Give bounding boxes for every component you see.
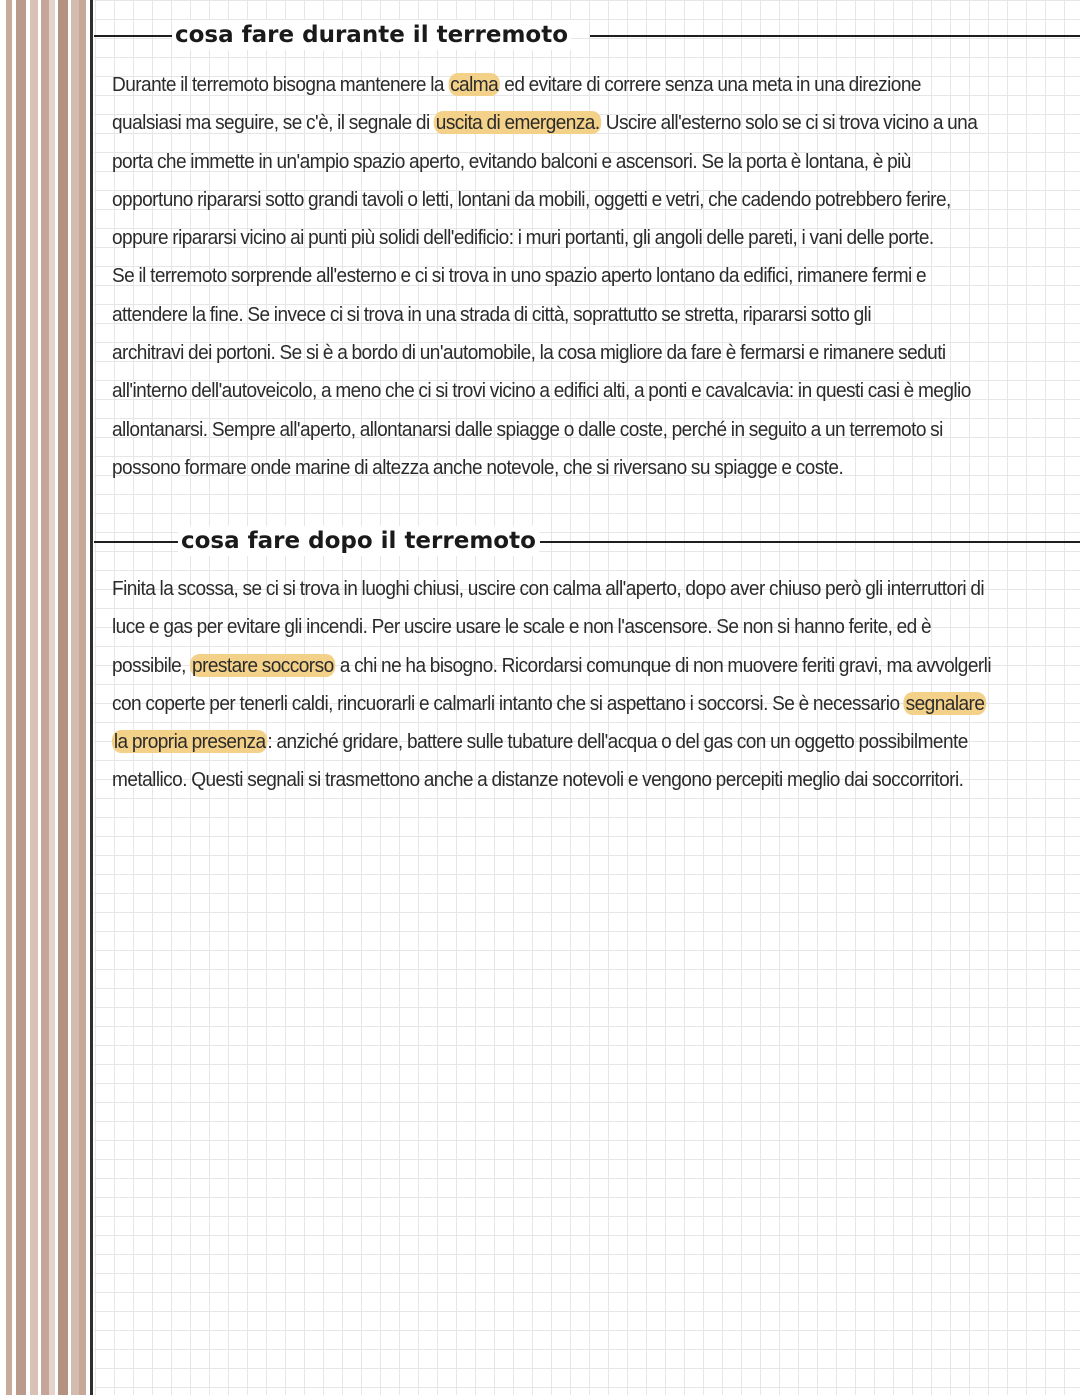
section-heading-after (94, 526, 1080, 556)
text-line: opportuno ripararsi sotto grandi tavoli o letti, lontani da mobili, oggetti e vetri, che cadendo potrebbero ferire, (112, 187, 951, 211)
text-line: Finita la scossa, se ci si trova in luoghi chiusi, uscire con calma all'aperto, dopo aver chiuso però gli interruttori di (112, 577, 985, 600)
paragraph-during (112, 66, 996, 487)
heading-title: cosa fare dopo il terremoto (178, 526, 539, 556)
text-line: luce e gas per evitare gli incendi. Per uscire usare le scale e non l'ascensore. Se non si hanno ferite, ed è (112, 615, 932, 639)
text-line: la propria presenza: anziché gridare, battere sulle tubature dell'acqua o del gas con un oggetto possibilmente (113, 730, 968, 754)
text-line: attendere la fine. Se invece ci si trova in una strada di città, soprattutto se stretta, ripararsi sotto gli (112, 302, 871, 326)
heading-rule-left (94, 541, 180, 543)
text-line: possono formare onde marine di altezza anche notevole, che si riversano su spiagge e coste. (112, 455, 844, 479)
text-line: Durante il terremoto bisogna mantenere la calma ed evitare di correre senza una meta in una direzione (112, 73, 921, 96)
heading-title: cosa fare durante il terremoto (172, 20, 571, 50)
heading-rule-left (94, 35, 174, 37)
text-line: all'interno dell'autoveicolo, a meno che ci si trovi vicino a edifici alti, a ponti e cavalcavia: in questi casi è meglio (112, 379, 971, 403)
heading-rule-right (590, 35, 1080, 37)
highlighted-phrase: uscita di emergenza. (435, 111, 600, 135)
text-line: oppure ripararsi vicino ai punti più solidi dell'edificio: i muri portanti, gli angoli delle pareti, i vani delle porte. (112, 226, 934, 250)
decorative-left-stripes (0, 0, 94, 1395)
text-line: qualsiasi ma seguire, se c'è, il segnale di uscita di emergenza. Uscire all'esterno solo se ci si trova vicino a una (112, 111, 978, 135)
text-line: architravi dei portoni. Se si è a bordo di un'automobile, la cosa migliore da fare è fermarsi e rimanere seduti (112, 341, 946, 365)
text-line: metallico. Questi segnali si trasmettono anche a distanze notevoli e vengono percepiti meglio dai soccorritori. (112, 768, 964, 792)
text-line: porta che immette in un'ampio spazio aperto, evitando balconi e ascensori. Se la porta è lontana, è più (112, 149, 911, 173)
paragraph-after (112, 570, 996, 800)
highlighted-phrase: calma (450, 73, 499, 96)
text-line: con coperte per tenerli caldi, rincuorarli e calmarli intanto che si aspettano i soccorsi. Se è necessario segnalare (112, 691, 985, 715)
text-line: allontanarsi. Sempre all'aperto, allontanarsi dalle spiagge o dalle coste, perché in seguito a un terremoto si (112, 417, 943, 441)
highlighted-phrase: prestare soccorso (192, 653, 334, 677)
highlighted-phrase: la propria presenza (113, 730, 266, 754)
highlighted-phrase: segnalare (905, 691, 985, 715)
text-line: Se il terremoto sorprende all'esterno e ci si trova in uno spazio aperto lontano da edifici, rimanere fermi e (112, 264, 927, 288)
heading-rule-right (540, 541, 1080, 543)
text-line: possibile, prestare soccorso a chi ne ha bisogno. Ricordarsi comunque di non muovere feriti gravi, ma avvolgerli (112, 653, 992, 677)
section-heading-during (94, 20, 1080, 50)
